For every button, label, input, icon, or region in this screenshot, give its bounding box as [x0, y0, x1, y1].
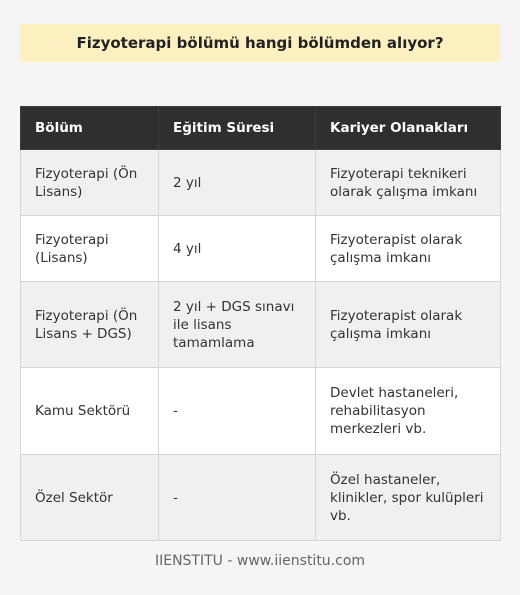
- table-row: [21, 368, 501, 455]
- table-cell: Fizyoterapi teknikeri olarak çalışma imkanı: [316, 150, 501, 216]
- table-cell: 2 yıl: [159, 150, 316, 216]
- table-cell: -: [159, 368, 316, 455]
- column-header-bolum: Bölüm: [21, 107, 159, 150]
- footer-credit: IIENSTITU - www.iienstitu.com: [154, 553, 366, 569]
- table-cell: Fizyoterapi (Lisans): [21, 216, 159, 282]
- table-cell: Fizyoterapist olarak çalışma imkanı: [316, 216, 501, 282]
- table-cell: Fizyoterapist olarak çalışma imkanı: [316, 282, 501, 368]
- table-cell: Fizyoterapi (Ön Lisans): [21, 150, 159, 216]
- table-cell: 2 yıl + DGS sınavı ile lisans tamamlama: [159, 282, 316, 368]
- table-cell: Kamu Sektörü: [21, 368, 159, 455]
- table-row: [21, 282, 501, 368]
- table-cell: Özel Sektör: [21, 455, 159, 541]
- column-header-kariyer-olanaklari: Kariyer Olanakları: [316, 107, 501, 150]
- table-cell: 4 yıl: [159, 216, 316, 282]
- table-row: [21, 216, 501, 282]
- table-header-row: [21, 107, 501, 150]
- table-row: [21, 150, 501, 216]
- table-cell: Özel hastaneler, klinikler, spor kulüpleri vb.: [316, 455, 501, 541]
- table-cell: Fizyoterapi (Ön Lisans + DGS): [21, 282, 159, 368]
- column-header-egitim-suresi: Eğitim Süresi: [159, 107, 316, 150]
- data-table: [20, 106, 501, 541]
- page-title: Fizyoterapi bölümü hangi bölümden alıyor?: [20, 24, 500, 62]
- table-row: [21, 455, 501, 541]
- table-cell: -: [159, 455, 316, 541]
- table-cell: Devlet hastaneleri, rehabilitasyon merkezleri vb.: [316, 368, 501, 455]
